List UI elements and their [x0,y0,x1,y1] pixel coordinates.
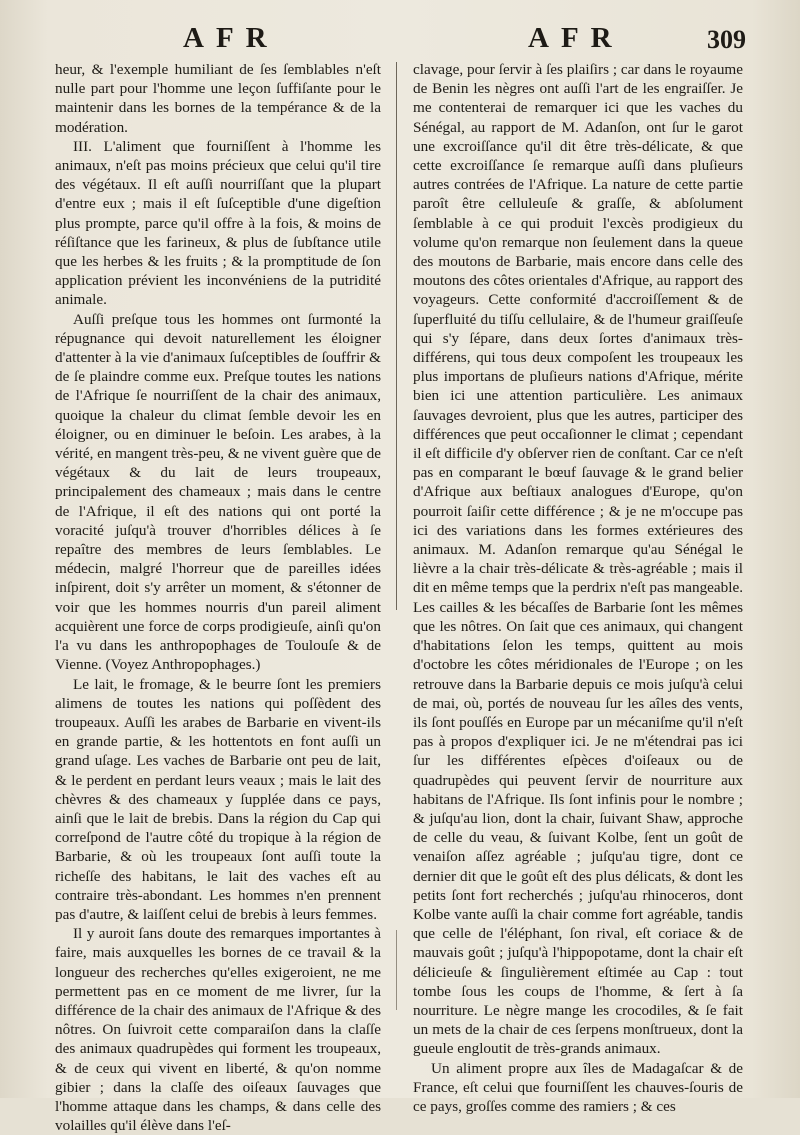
right-column [413,60,743,1116]
paragraph: Un aliment propre aux îles de Madagaſcar & de France, eſt celui que fourniſſent les chauves-ſouris de ce pays, groſſes comme des ramiers ; & ces [413,1059,743,1115]
left-column [55,60,381,1135]
paragraph: III. L'aliment que fourniſſent à l'homme les animaux, n'eſt pas moins précieux que celui qu'il tire des végétaux. Il eſt auſſi nourriſſant que la plupart d'entre eux ; mais il eſt ſuſceptible d'une digeſtion plus prompte, parce qu'il offre à la fois, & moins de réſiſtance que les farineux, & plus de ſubſtance utile que les herbes & les fruits ; & la promptitude de ſon application prévient les inconvéniens de la putridité animale. [55,137,381,309]
running-head-right: AFR [528,22,624,54]
paragraph: Le lait, le fromage, & le beurre ſont les premiers alimens de toutes les nations qui poſſèdent des troupeaux. Auſſi les arabes de Barbarie en vivent-ils en grande partie, & les hottentots en font auſſi un grand uſage. Les vaches de Barbarie ont peu de lait, & le perdent en perdant leurs veaux ; mais le lait des chèvres & des chameaux y ſupplée dans ce pays, ainſi que le lait de brebis. Dans la région du Cap qui correſpond de l'autre côté du tropique à la région de Barbarie, & où les troupeaux ſont auſſi toute la richeſſe des habitans, le lait des vaches eſt au contraire très-abondant. Les hommes n'en prennent pas d'autre, & laiſſent celui de brebis à leurs femmes. [55,675,381,923]
paragraph: Auſſi preſque tous les hommes ont ſurmonté la répugnance qui devoit naturellement les éloigner d'attenter à la vie d'animaux ſuſceptibles de ſouffrir & de ſe plaindre comme eux. Preſque toutes les nations de l'Afrique ſe nourriſſent de la chair des animaux, quoique la chaleur du climat ſemble devoir les en éloigner, ou en diminuer le beſoin. Les arabes, à la vérité, en mangent très-peu, & ne vivent guère que de végétaux & du lait de leurs troupeaux, principalement des chameaux ; mais dans le centre de l'Afrique, il eſt des nations qui ont porté la voracité juſqu'à trouver d'horribles délices à ſe repaître des membres de leurs ſemblables. Le médecin, malgré l'horreur que de pareilles idées inſpirent, doit s'y arrêter un moment, & s'étonner de voir que les hommes nourris d'un pareil aliment acquièrent une force de corps prodigieuſe, ainſi qu'on l'a vu dans les anthropophages de Toulouſe & de Vienne. (Voyez Anthropophages.) [55,310,381,674]
page-number: 309 [707,25,746,54]
paragraph: Il y auroit ſans doute des remarques importantes à faire, mais auxquelles les bornes de ce travail & la longueur des recherches qu'elles exigeroient, ne me permettent pas en ce moment de me livrer, ſur la différence de la chair des animaux de l'Afrique & des nôtres. On ſuivroit cette comparaiſon dans la claſſe des animaux quadrupèdes qui forment les troupeaux, & de ceux qui vivent en liberté, & qu'on nomme gibier ; dans la claſſe des oiſeaux ſauvages que l'homme attaque dans les champs, & dans celle des volailles qu'il élève dans l'eſ- [55,925,381,1135]
paragraph: clavage, pour ſervir à ſes plaiſirs ; car dans le royaume de Benin les nègres ont auſſi l'art de les engraiſſer. Je me contenterai de remarquer ici que les vaches du Sénégal, au rapport de M. Adanſon, ont ſur le garot une excroiſſance qu'il dit être très-délicate, & que cette excroiſſance ſe remarque auſſi dans pluſieurs autres contrées de l'Afrique. La nature de cette partie paroît être celluleuſe & graſſe, & abſolument ſemblable à ce qui produit l'excès prodigieux du volume qu'on remarque non ſeulement dans la queue des moutons de Barbarie, mais encore dans celle des moutons des côtes orientales d'Afrique, au rapport des voyageurs. Cette conformité d'accroiſſement & de ſuperfluité du tiſſu cellulaire, & de l'humeur graiſſeuſe qui s'y ſépare, dans deux ſortes d'animaux très-différens, qui tous deux compoſent les troupeaux les plus importans de pluſieurs nations d'Afrique, mérite bien ici une attention particulière. Les animaux ſauvages devroient, plus que les autres, participer des différences que peut occaſionner le climat ; cependant il eſt difficile d'y obſerver rien de conſtant. Car ce n'eſt pas en comparant le bœuf ſauvage & le grand belier d'Afrique aux beſtiaux analogues d'Europe, qu'on pourroit ſaiſir cette différence ; & je ne m'occupe pas ici des variations dans les formes extérieures des animaux. M. Adanſon remarque qu'au Sénégal le lièvre a la chair très-délicate & très-agréable ; mais il dit en même temps que la perdrix n'eſt pas mangeable. Les cailles & les bécaſſes de Barbarie ſont les mêmes que les nôtres. On ſait que ces animaux, qui changent d'habitations ſelon les temps, quittent au mois d'octobre les côtes méridionales de l'Europe ; on les retrouve dans la Barbarie depuis ce mois juſqu'à celui de mai, où, portés de nouveau ſur les aîles des vents, ils ſont pouſſés en Europe par un mécaniſme qu'il n'eſt pas à propos d'expliquer ici. Je ne m'étendrai pas ici ſur les différentes eſpèces d'oiſeaux ou de quadrupèdes qui peuvent ſervir de nourriture aux habitans de l'Afrique. Ils ſont infinis pour le nombre ; & juſqu'au lion, dont la chair, ſuivant Shaw, approche de celle du veau, & ſuivant Kolbe, ſent un goût de venaiſon aſſez agréable ; juſqu'au tigre, dont ce dernier dit que le goût eſt des plus délicats, & dont les petits ſont fort recherchés ; juſqu'au rhinoceros, dont Kolbe vante auſſi la chair comme fort agréable, tandis que celle de l'éléphant, ſon rival, eſt coriace & de mauvais goût ; juſqu'à l'hippopotame, dont la chair eſt délicieuſe & ſingulièrement eſtimée au Cap : tout tombe ſous les coups de l'homme, & ſert à ſa nourriture. Le nègre mange les crocodiles, & ſe fait un mets de la chair de ces ſerpens monſtrueux, dont la gueule engloutit de très-grands animaux. [413,61,744,1058]
running-head [0,22,800,62]
running-head-left: AFR [183,22,279,54]
column-divider-lower [396,930,397,1010]
paragraph: heur, & l'exemple humiliant de ſes ſemblables n'eſt nulle part pour l'homme une leçon ſuffiſante pour le maintenir dans les bornes de la tempérance & de la modération. [55,61,381,136]
column-divider [396,62,397,610]
